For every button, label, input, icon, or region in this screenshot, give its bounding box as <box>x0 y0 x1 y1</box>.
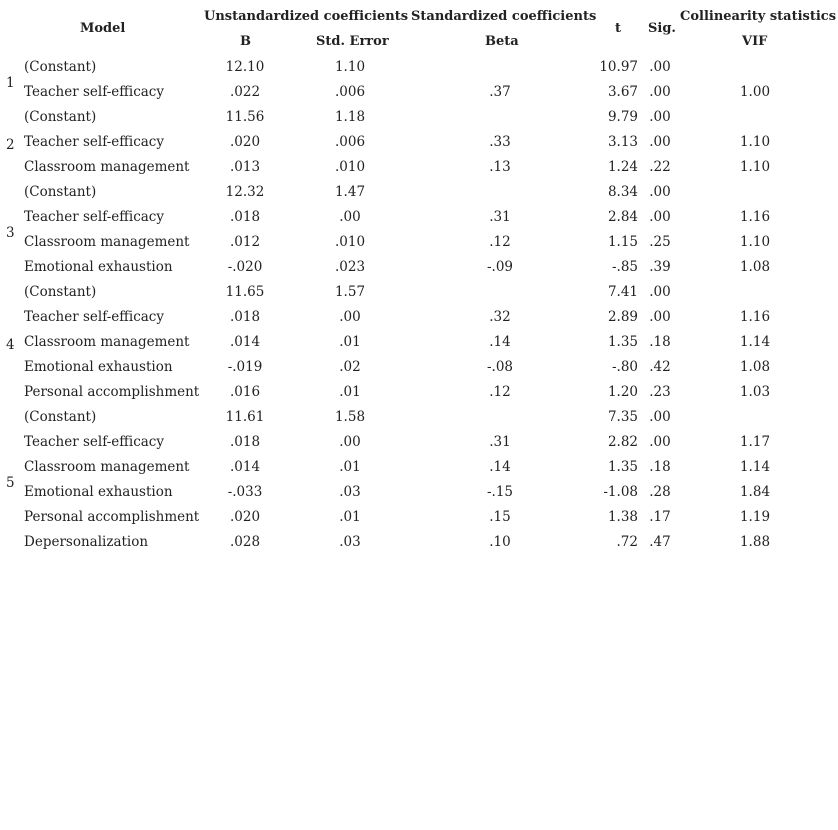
cell-name: (Constant) <box>24 59 97 75</box>
cell-se: .02 <box>339 359 361 375</box>
cell-vif: 1.16 <box>739 209 771 225</box>
cell-t: -1.08 <box>603 484 638 500</box>
cell-name: Classroom management <box>24 334 190 350</box>
cell-se: .01 <box>339 334 361 350</box>
cell-t: 7.35 <box>607 409 638 425</box>
cell-beta: .33 <box>489 134 511 150</box>
model-number: 3 <box>6 224 15 241</box>
cell-vif: 1.88 <box>739 534 771 550</box>
cell-b: .018 <box>229 209 261 225</box>
cell-name: Classroom management <box>24 234 190 250</box>
cell-name: Emotional exhaustion <box>24 359 173 375</box>
cell-t: 9.79 <box>607 109 638 125</box>
cell-t: 2.89 <box>607 309 638 325</box>
cell-t: 3.13 <box>607 134 638 150</box>
cell-se: 1.10 <box>334 59 366 75</box>
cell-t: 2.84 <box>607 209 638 225</box>
cell-beta: .32 <box>489 309 511 325</box>
cell-vif: 1.17 <box>739 434 771 450</box>
cell-beta: .31 <box>489 434 511 450</box>
cell-beta: -.09 <box>486 259 514 275</box>
cell-b: -.033 <box>227 484 263 500</box>
cell-name: Teacher self-efficacy <box>24 209 164 225</box>
cell-b: .020 <box>229 134 261 150</box>
header-standardized: Standardized coefficients <box>411 9 597 24</box>
cell-t: 1.24 <box>607 159 638 175</box>
cell-b: .013 <box>229 159 261 175</box>
cell-b: .014 <box>229 459 261 475</box>
cell-name: Emotional exhaustion <box>24 259 173 275</box>
cell-beta: .14 <box>489 334 511 350</box>
cell-se: 1.47 <box>334 184 366 200</box>
cell-name: Teacher self-efficacy <box>24 434 164 450</box>
cell-sig: .00 <box>649 184 671 200</box>
cell-beta: .31 <box>489 209 511 225</box>
cell-b: 12.10 <box>225 59 265 75</box>
cell-sig: .25 <box>649 234 671 250</box>
cell-b: -.020 <box>227 259 263 275</box>
header-std-error: Std. Error <box>316 34 389 49</box>
cell-b: .014 <box>229 334 261 350</box>
model-number: 2 <box>6 137 15 153</box>
cell-se: 1.58 <box>334 409 366 425</box>
cell-sig: .00 <box>649 434 671 450</box>
cell-name: (Constant) <box>24 284 97 300</box>
cell-beta: .14 <box>489 459 511 475</box>
header-sig: Sig. <box>648 21 676 36</box>
cell-b: .016 <box>229 384 261 400</box>
model-number: 4 <box>6 337 15 353</box>
cell-beta: .15 <box>489 509 511 525</box>
cell-t: 10.97 <box>599 59 638 75</box>
cell-sig: .18 <box>649 334 671 350</box>
cell-name: Personal accomplishment <box>24 384 200 400</box>
cell-b: 11.61 <box>225 409 265 425</box>
cell-t: .72 <box>616 534 638 550</box>
cell-se: .010 <box>334 159 366 175</box>
cell-sig: .42 <box>649 359 671 375</box>
cell-se: .006 <box>334 134 366 150</box>
cell-se: .006 <box>334 84 366 100</box>
header-model: Model <box>80 21 126 36</box>
cell-se: 1.57 <box>334 284 366 300</box>
cell-vif: 1.84 <box>739 484 771 500</box>
cell-se: .01 <box>339 384 361 400</box>
header-vif: VIF <box>742 34 768 49</box>
cell-name: (Constant) <box>24 109 97 125</box>
cell-beta: .12 <box>489 234 511 250</box>
cell-t: 1.35 <box>607 334 638 350</box>
cell-se: .01 <box>339 509 361 525</box>
cell-se: .01 <box>339 459 361 475</box>
cell-t: 1.35 <box>607 459 638 475</box>
cell-b: .018 <box>229 309 261 325</box>
cell-se: .023 <box>334 259 366 275</box>
cell-se: .010 <box>334 234 366 250</box>
cell-t: 1.15 <box>607 234 638 250</box>
cell-b: .028 <box>229 534 261 550</box>
cell-beta: -.08 <box>486 359 514 375</box>
cell-sig: .00 <box>649 84 671 100</box>
cell-se: .00 <box>339 309 361 325</box>
header-beta: Beta <box>485 34 519 49</box>
cell-name: Teacher self-efficacy <box>24 134 164 150</box>
cell-t: 1.38 <box>607 509 638 525</box>
cell-name: (Constant) <box>24 409 97 425</box>
cell-vif: 1.19 <box>739 509 771 525</box>
cell-vif: 1.10 <box>739 159 771 175</box>
cell-vif: 1.08 <box>739 359 771 375</box>
cell-t: 3.67 <box>607 84 638 100</box>
cell-name: Classroom management <box>24 159 190 175</box>
cell-sig: .18 <box>649 459 671 475</box>
cell-sig: .00 <box>649 134 671 150</box>
cell-name: Teacher self-efficacy <box>24 84 164 100</box>
cell-sig: .00 <box>649 409 671 425</box>
model-number: 1 <box>6 74 15 91</box>
cell-beta: .12 <box>489 384 511 400</box>
cell-vif: 1.16 <box>739 309 771 325</box>
cell-vif: 1.00 <box>739 84 771 100</box>
cell-sig: .00 <box>649 59 671 75</box>
cell-b: 11.56 <box>225 109 265 125</box>
cell-t: 2.82 <box>607 434 638 450</box>
cell-beta: -.15 <box>486 484 514 500</box>
cell-vif: 1.14 <box>739 334 771 350</box>
cell-se: .00 <box>339 209 361 225</box>
cell-b: -.019 <box>227 359 263 375</box>
cell-sig: .39 <box>649 259 671 275</box>
cell-se: .03 <box>339 534 361 550</box>
cell-vif: 1.03 <box>739 384 771 400</box>
cell-se: .00 <box>339 434 361 450</box>
cell-t: 1.20 <box>607 384 638 400</box>
cell-beta: .37 <box>489 84 511 100</box>
cell-name: Classroom management <box>24 459 190 475</box>
cell-b: 12.32 <box>225 184 265 200</box>
cell-sig: .00 <box>649 209 671 225</box>
cell-se: 1.18 <box>334 109 366 125</box>
cell-t: -.80 <box>611 359 638 375</box>
header-t: t <box>615 21 622 36</box>
cell-b: .018 <box>229 434 261 450</box>
cell-vif: 1.10 <box>739 234 771 250</box>
cell-sig: .00 <box>649 284 671 300</box>
cell-b: .022 <box>229 84 261 100</box>
cell-vif: 1.10 <box>739 134 771 150</box>
cell-se: .03 <box>339 484 361 500</box>
cell-b: .012 <box>229 234 261 250</box>
header-collinearity: Collinearity statistics <box>680 9 837 24</box>
cell-beta: .13 <box>489 159 511 175</box>
cell-t: -.85 <box>611 259 638 275</box>
cell-sig: .22 <box>649 159 671 175</box>
cell-name: Personal accomplishment <box>24 509 200 525</box>
cell-sig: .00 <box>649 109 671 125</box>
cell-vif: 1.08 <box>739 259 771 275</box>
cell-b: 11.65 <box>225 284 265 300</box>
cell-b: .020 <box>229 509 261 525</box>
model-number: 5 <box>6 474 15 491</box>
cell-name: Teacher self-efficacy <box>24 309 164 325</box>
header-b: B <box>240 34 251 49</box>
cell-sig: .00 <box>649 309 671 325</box>
header-unstandardized: Unstandardized coefficients <box>204 9 409 24</box>
cell-sig: .23 <box>649 384 671 400</box>
cell-t: 8.34 <box>607 184 638 200</box>
cell-name: Depersonalization <box>24 534 149 550</box>
cell-name: Emotional exhaustion <box>24 484 173 500</box>
cell-beta: .10 <box>489 534 511 550</box>
cell-sig: .28 <box>649 484 671 500</box>
cell-vif: 1.14 <box>739 459 771 475</box>
cell-sig: .47 <box>649 534 671 550</box>
cell-sig: .17 <box>649 509 671 525</box>
cell-t: 7.41 <box>607 284 638 300</box>
cell-name: (Constant) <box>24 184 97 200</box>
